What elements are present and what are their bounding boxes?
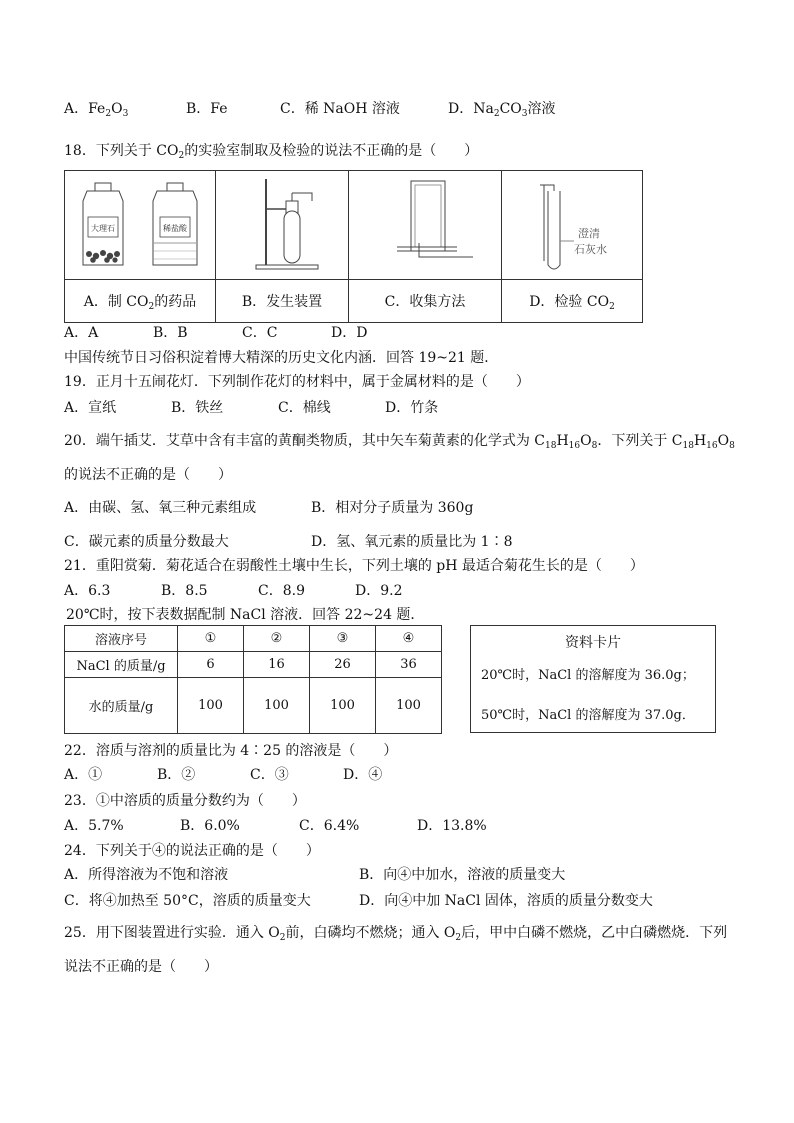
q22-stem: 22．溶质与溶剂的质量比为 4∶25 的溶液是（ ）: [64, 743, 398, 759]
data-card-line1: 20℃时，NaCl 的溶解度为 36.0g；: [481, 668, 695, 683]
q20-option-c: C．碳元素的质量分数最大: [64, 534, 229, 550]
table-header-cell: ④: [376, 626, 442, 652]
data-card: [470, 625, 716, 733]
data-card-line2: 50℃时，NaCl 的溶解度为 37.0g．: [481, 708, 695, 723]
table-cell: 36: [376, 652, 442, 678]
reagent-bottles-image: [65, 171, 216, 280]
q19-option-b: B．铁丝: [171, 400, 224, 416]
caption-b: B．发生装置: [216, 280, 349, 323]
q23-option-b: B．6.0%: [180, 818, 240, 834]
q20-option-b: B．相对分子质量为 360g: [311, 500, 474, 516]
q23-stem: 23．①中溶质的质量分数约为（ ）: [64, 793, 306, 809]
q20-option-d: D．氢、氧元素的质量比为 1∶8: [311, 534, 513, 550]
q18-option-a: A．A: [64, 325, 99, 341]
svg-text:稀盐酸: 稀盐酸: [163, 224, 187, 233]
q17-option-a: A．$Fe_2O_3$: [64, 101, 129, 119]
q23-option-d: D．13.8%: [417, 818, 487, 834]
q21-option-c: C．8.9: [258, 583, 305, 599]
q25-stem-line2: 说法不正确的是（ ）: [64, 959, 218, 975]
table-cell: 水的质量/g: [65, 678, 178, 734]
caption-c: C．收集方法: [349, 280, 502, 323]
q22-option-d: D．④: [343, 767, 383, 783]
q17-option-b: B．Fe: [186, 101, 228, 117]
svg-text:澄清: 澄清: [578, 227, 600, 240]
table-cell: 100: [178, 678, 244, 734]
q22-option-c: C．③: [250, 767, 289, 783]
q25-stem: 25．用下图装置进行实验．通入 $O_2$前，白磷均不燃烧；通入 $O_2$后，甲中白磷不燃烧，乙中白磷燃烧．下列: [64, 925, 728, 943]
table-cell: 26: [310, 652, 376, 678]
svg-text:石灰水: 石灰水: [574, 243, 607, 256]
q21-option-b: B．8.5: [161, 583, 208, 599]
q24-option-d: D．向④中加 NaCl 固体，溶质的质量分数变大: [359, 893, 653, 909]
caption-a: A．制 $CO_2$的药品: [65, 280, 216, 323]
q23-option-a: A．5.7%: [64, 818, 124, 834]
q24-option-c: C．将④加热至 50°C，溶质的质量变大: [64, 893, 311, 909]
data-card-title: 资料卡片: [565, 635, 621, 651]
table-header-cell: ③: [310, 626, 376, 652]
generator-apparatus-image: [216, 171, 349, 280]
q24-option-b: B．向④中加水，溶液的质量变大: [359, 867, 566, 883]
q18-option-d: D．D: [331, 325, 368, 341]
q19-stem: 19．正月十五闹花灯．下列制作花灯的材料中，属于金属材料的是（ ）: [64, 374, 530, 390]
q20-stem-line2: 的说法不正确的是（ ）: [64, 467, 232, 483]
table-header-cell: ②: [244, 626, 310, 652]
q18-option-b: B．B: [153, 325, 188, 341]
q22-option-a: A．①: [64, 767, 103, 783]
q17-option-c: C．稀 NaOH 溶液: [280, 101, 400, 117]
q20-stem: 20．端午插艾．艾草中含有丰富的黄酮类物质，其中矢车菊黄素的化学式为 $C_{18}H_{16}O_8$．下列关于 $C_{18}H_{16}O_8$: [64, 433, 735, 451]
q18-equipment-table: [64, 170, 643, 323]
q17-option-d: D．$Na_2CO_3$溶液: [448, 101, 556, 119]
q22-option-b: B．②: [157, 767, 196, 783]
table-header-cell: 溶液序号: [65, 626, 178, 652]
table-header-cell: ①: [178, 626, 244, 652]
q19-option-a: A．宣纸: [64, 400, 117, 416]
table-cell: 100: [376, 678, 442, 734]
q21-option-d: D．9.2: [355, 583, 403, 599]
q24-stem: 24．下列关于④的说法正确的是（ ）: [64, 843, 320, 859]
q21-option-a: A．6.3: [64, 583, 111, 599]
q18-option-c: C．C: [242, 325, 278, 341]
q19-option-c: C．棉线: [278, 400, 331, 416]
q21-stem: 21．重阳赏菊．菊花适合在弱酸性土壤中生长，下列土壤的 pH 最适合菊花生长的是（ ）: [64, 558, 644, 574]
svg-text:大理石: 大理石: [91, 224, 115, 233]
collection-method-image: [349, 171, 502, 280]
intro-22-24: 20℃时，按下表数据配制 NaCl 溶液．回答 22~24 题．: [66, 607, 425, 623]
intro-19-21: 中国传统节日习俗积淀着博大精深的历史文化内涵．回答 19~21 题．: [64, 350, 499, 366]
solution-data-table: [64, 625, 442, 734]
test-tube-limewater-image: [502, 171, 643, 280]
caption-d: D．检验 $CO_2$: [502, 280, 643, 323]
q18-stem: 18．下列关于 $CO_2$的实验室制取及检验的说法不正确的是（ ）: [64, 143, 479, 161]
table-cell: NaCl 的质量/g: [65, 652, 178, 678]
q23-option-c: C．6.4%: [299, 818, 360, 834]
table-cell: 100: [244, 678, 310, 734]
table-cell: 16: [244, 652, 310, 678]
table-cell: 100: [310, 678, 376, 734]
q19-option-d: D．竹条: [385, 400, 439, 416]
q20-option-a: A．由碳、氢、氧三种元素组成: [64, 500, 257, 516]
q24-option-a: A．所得溶液为不饱和溶液: [64, 867, 229, 883]
table-cell: 6: [178, 652, 244, 678]
